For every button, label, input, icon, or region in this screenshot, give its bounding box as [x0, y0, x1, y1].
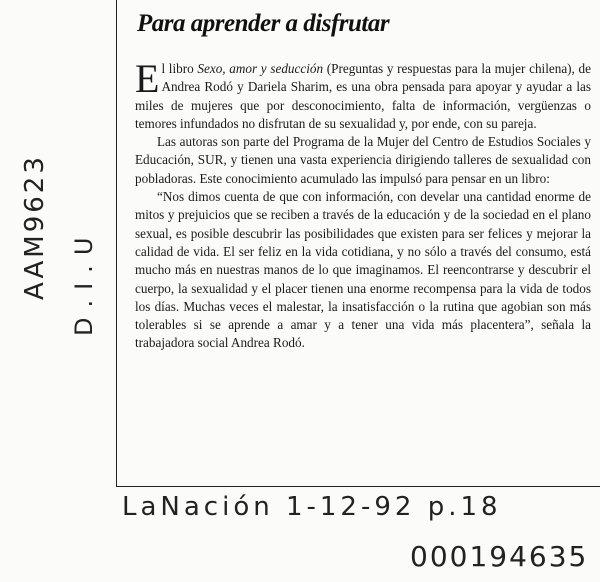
handwritten-source-note: LaNación 1-12-92 p.18 — [122, 492, 502, 522]
paragraph-1-rest: (Preguntas y respuestas para la mujer chilena), de Andrea Rodó y Dariela Sharim, es una obra pensada para apoyar y ayudar a las miles de mujeres que por desconocimiento, falta de información, vergüenzas o temores infundados no disfrutan de su sexualidad y, por ende, con su pareja. — [135, 61, 591, 131]
newspaper-clipping — [116, 0, 600, 487]
paragraph-1-lead: l libro — [161, 61, 198, 76]
handwritten-reference-number: 000194635 — [410, 540, 589, 573]
article-body — [135, 56, 591, 353]
headline: Para aprender a disfrutar — [137, 10, 390, 37]
paragraph-2: Las autoras son parte del Programa de la Mujer del Centro de Estudios Sociales y Educación, SUR, y tienen una vasta experiencia dirigiendo talleres de sexualidad con pobladoras. Este conocimiento acumulado las impulsó para pensar en un libro: — [135, 134, 591, 186]
handwritten-archive-code: AAM9623 — [20, 154, 50, 300]
paragraph-3-quote: “Nos dimos cuenta de que con información, con develar una cantidad enorme de mitos y prejuicios que se reciben a través de la educación y de la sociedad en el plano sexual, es posible descubrir las posibilidades que existen para ser felices y mejorar la calidad de vida. El ser feliz en la vida cotidiana, y no sólo a través del consumo, está mucho más en nuestras manos de lo que imaginamos. El reencontrarse y descubrir el cuerpo, la sexualidad y el placer tienen una enorme recompensa para la vida de todos los días. Muchas veces el malestar, la insatisfacción o la rutina que agobian son más tolerables si se aprende a amar y a tener una vida más placentera”, señala la trabajadora social Andrea Rodó. — [135, 189, 591, 351]
drop-cap: E — [135, 56, 160, 101]
paragraph-1 — [135, 56, 591, 133]
book-title: Sexo, amor y seducción — [197, 61, 324, 76]
handwritten-division-label: D.I.U — [70, 227, 98, 336]
